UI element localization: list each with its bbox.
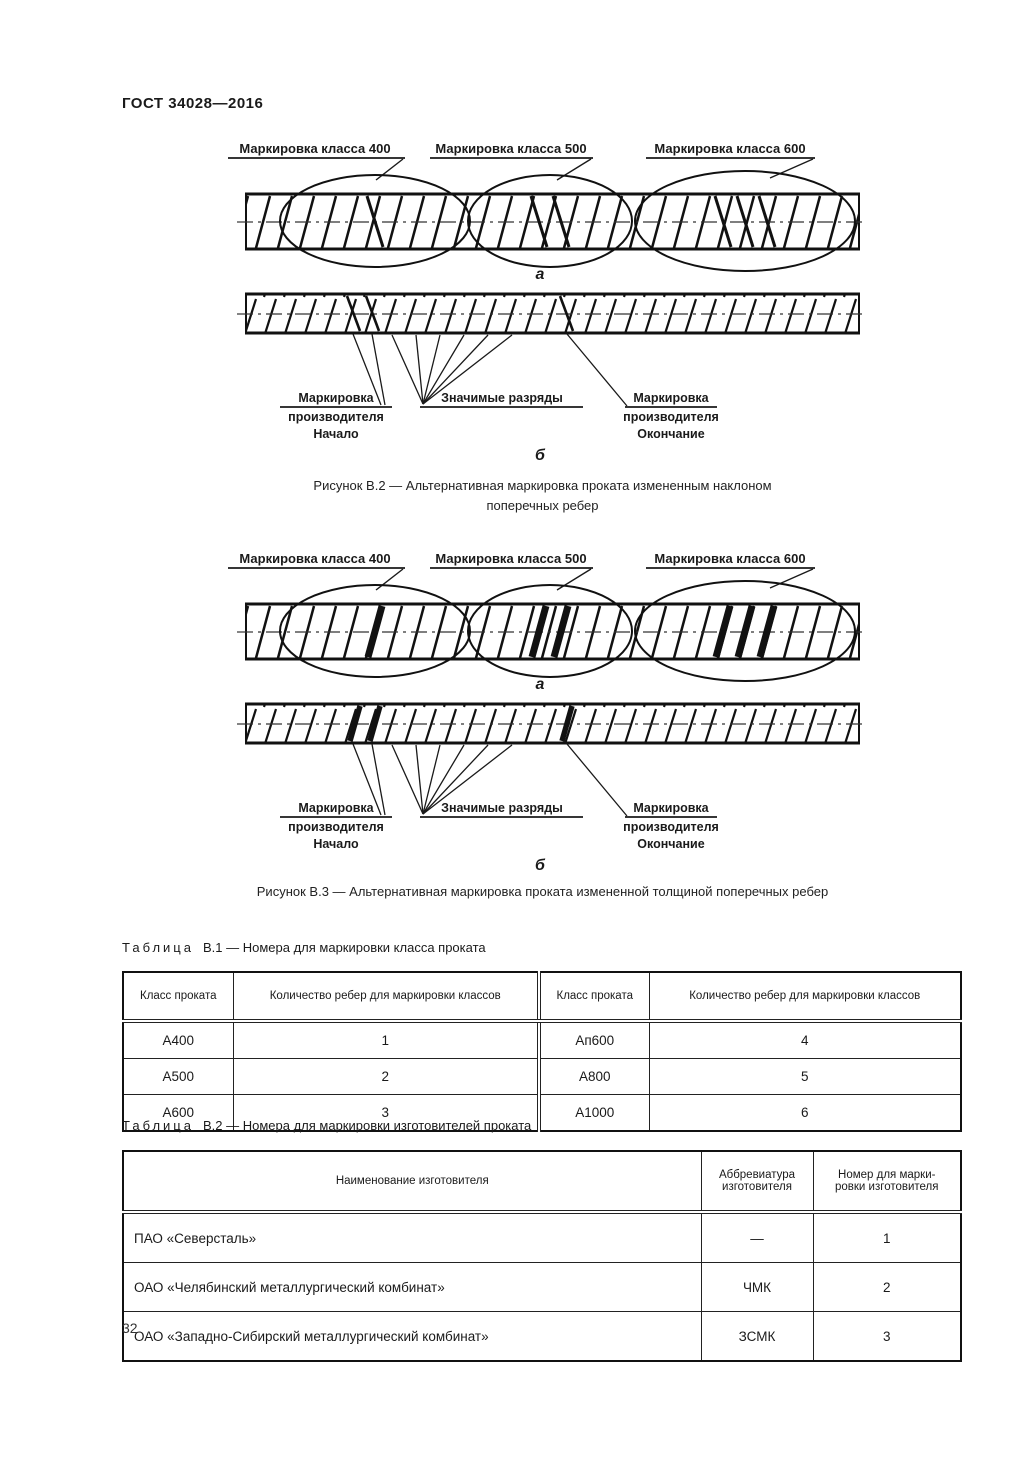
column-header: Количество ребер для маркировки классов: [649, 972, 961, 1021]
figure-b2-diagram: [120, 138, 965, 470]
svg-text:Окончание: Окончание: [637, 837, 705, 851]
table-cell: А800: [539, 1059, 649, 1095]
table-cell: ЗСМК: [701, 1312, 813, 1362]
table-cell: —: [701, 1212, 813, 1263]
subfigure-b-label: б: [535, 447, 545, 464]
rebar-bar-b: [237, 704, 867, 743]
class-label-500: Маркировка класса 500: [435, 551, 587, 566]
table-cell: А1000: [539, 1095, 649, 1132]
figure-b3-caption: Рисунок В.3 — Альтернативная маркировка проката измененной толщиной поперечных ребер: [256, 884, 829, 899]
column-header: Аббревиатура изготовителя: [701, 1151, 813, 1212]
svg-text:производителя: производителя: [623, 410, 719, 424]
table-cell: 2: [813, 1263, 961, 1312]
table-cell: 1: [813, 1212, 961, 1263]
table-cell: Ап600: [539, 1021, 649, 1059]
callout-label-producer-start: [280, 801, 392, 851]
svg-text:Маркировка: Маркировка: [633, 801, 709, 815]
table-cell: 6: [649, 1095, 961, 1132]
table-cell: А500: [123, 1059, 233, 1095]
table-cell: ЧМК: [701, 1263, 813, 1312]
table-row: [123, 1059, 961, 1095]
table-cell: ОАО «Челябинский металлургический комбинат»: [123, 1263, 701, 1312]
class-label-400: Маркировка класса 400: [239, 141, 391, 156]
table-cell: А600: [123, 1095, 233, 1132]
svg-text:Окончание: Окончание: [637, 427, 705, 441]
table-row: [123, 1312, 961, 1362]
rebar-bar-a: [237, 171, 867, 271]
table-b1-title: Таблица В.1 — Номера для маркировки класса проката: [122, 940, 486, 955]
svg-text:Значимые разряды: Значимые разряды: [441, 801, 563, 815]
column-header: Наименование изготовителя: [123, 1151, 701, 1212]
callout-label-producer-end: [623, 801, 719, 851]
subfigure-a-label: а: [535, 266, 545, 283]
column-header: Количество ребер для маркировки классов: [233, 972, 539, 1021]
figure-b3-diagram: [120, 548, 965, 880]
subfigure-a-label: а: [535, 676, 545, 693]
svg-text:Начало: Начало: [313, 837, 359, 851]
svg-text:Маркировка: Маркировка: [298, 391, 374, 405]
class-label-400: Маркировка класса 400: [239, 551, 391, 566]
class-label-600: Маркировка класса 600: [654, 141, 806, 156]
table-cell: ОАО «Западно-Сибирский металлургический комбинат»: [123, 1312, 701, 1362]
column-header: Класс проката: [539, 972, 649, 1021]
class-label-500: Маркировка класса 500: [435, 141, 587, 156]
svg-text:Маркировка: Маркировка: [298, 801, 374, 815]
callout-label-producer-start: [280, 391, 392, 441]
table-row: [123, 1263, 961, 1312]
svg-text:Начало: Начало: [313, 427, 359, 441]
document-code: ГОСТ 34028—2016: [122, 95, 264, 112]
table-cell: ПАО «Северсталь»: [123, 1212, 701, 1263]
class-label-600: Маркировка класса 600: [654, 551, 806, 566]
table-cell: 4: [649, 1021, 961, 1059]
svg-text:Маркировка: Маркировка: [633, 391, 709, 405]
callout-label-producer-end: [623, 391, 719, 441]
svg-text:производителя: производителя: [623, 820, 719, 834]
svg-text:Значимые разряды: Значимые разряды: [441, 391, 563, 405]
table-b2-title: Таблица В.2 — Номера для маркировки изготовителей проката: [122, 1118, 532, 1133]
table-cell: 3: [233, 1095, 539, 1132]
table-cell: А400: [123, 1021, 233, 1059]
table-header-row: [123, 1151, 961, 1212]
svg-text:производителя: производителя: [288, 410, 384, 424]
subfigure-b-label: б: [535, 857, 545, 874]
table-cell: 3: [813, 1312, 961, 1362]
table-cell: 2: [233, 1059, 539, 1095]
column-header: Класс проката: [123, 972, 233, 1021]
table-b2: [122, 1150, 962, 1362]
svg-text:производителя: производителя: [288, 820, 384, 834]
table-header-row: [123, 972, 961, 1021]
table-row: [123, 1021, 961, 1059]
rebar-bar-b: [237, 294, 867, 333]
table-b1: [122, 971, 962, 1132]
callout-label-significant-digits: [420, 391, 583, 407]
table-cell: 1: [233, 1021, 539, 1059]
table-cell: 5: [649, 1059, 961, 1095]
table-row: [123, 1212, 961, 1263]
callout-label-significant-digits: [420, 801, 583, 817]
column-header: Номер для марки- ровки изготовителя: [813, 1151, 961, 1212]
figure-b2-caption: Рисунок В.2 — Альтернативная маркировка проката измененным наклоном поперечных ребер: [313, 478, 772, 513]
rebar-bar-a: [237, 581, 867, 681]
page-number: 32: [122, 1320, 138, 1336]
